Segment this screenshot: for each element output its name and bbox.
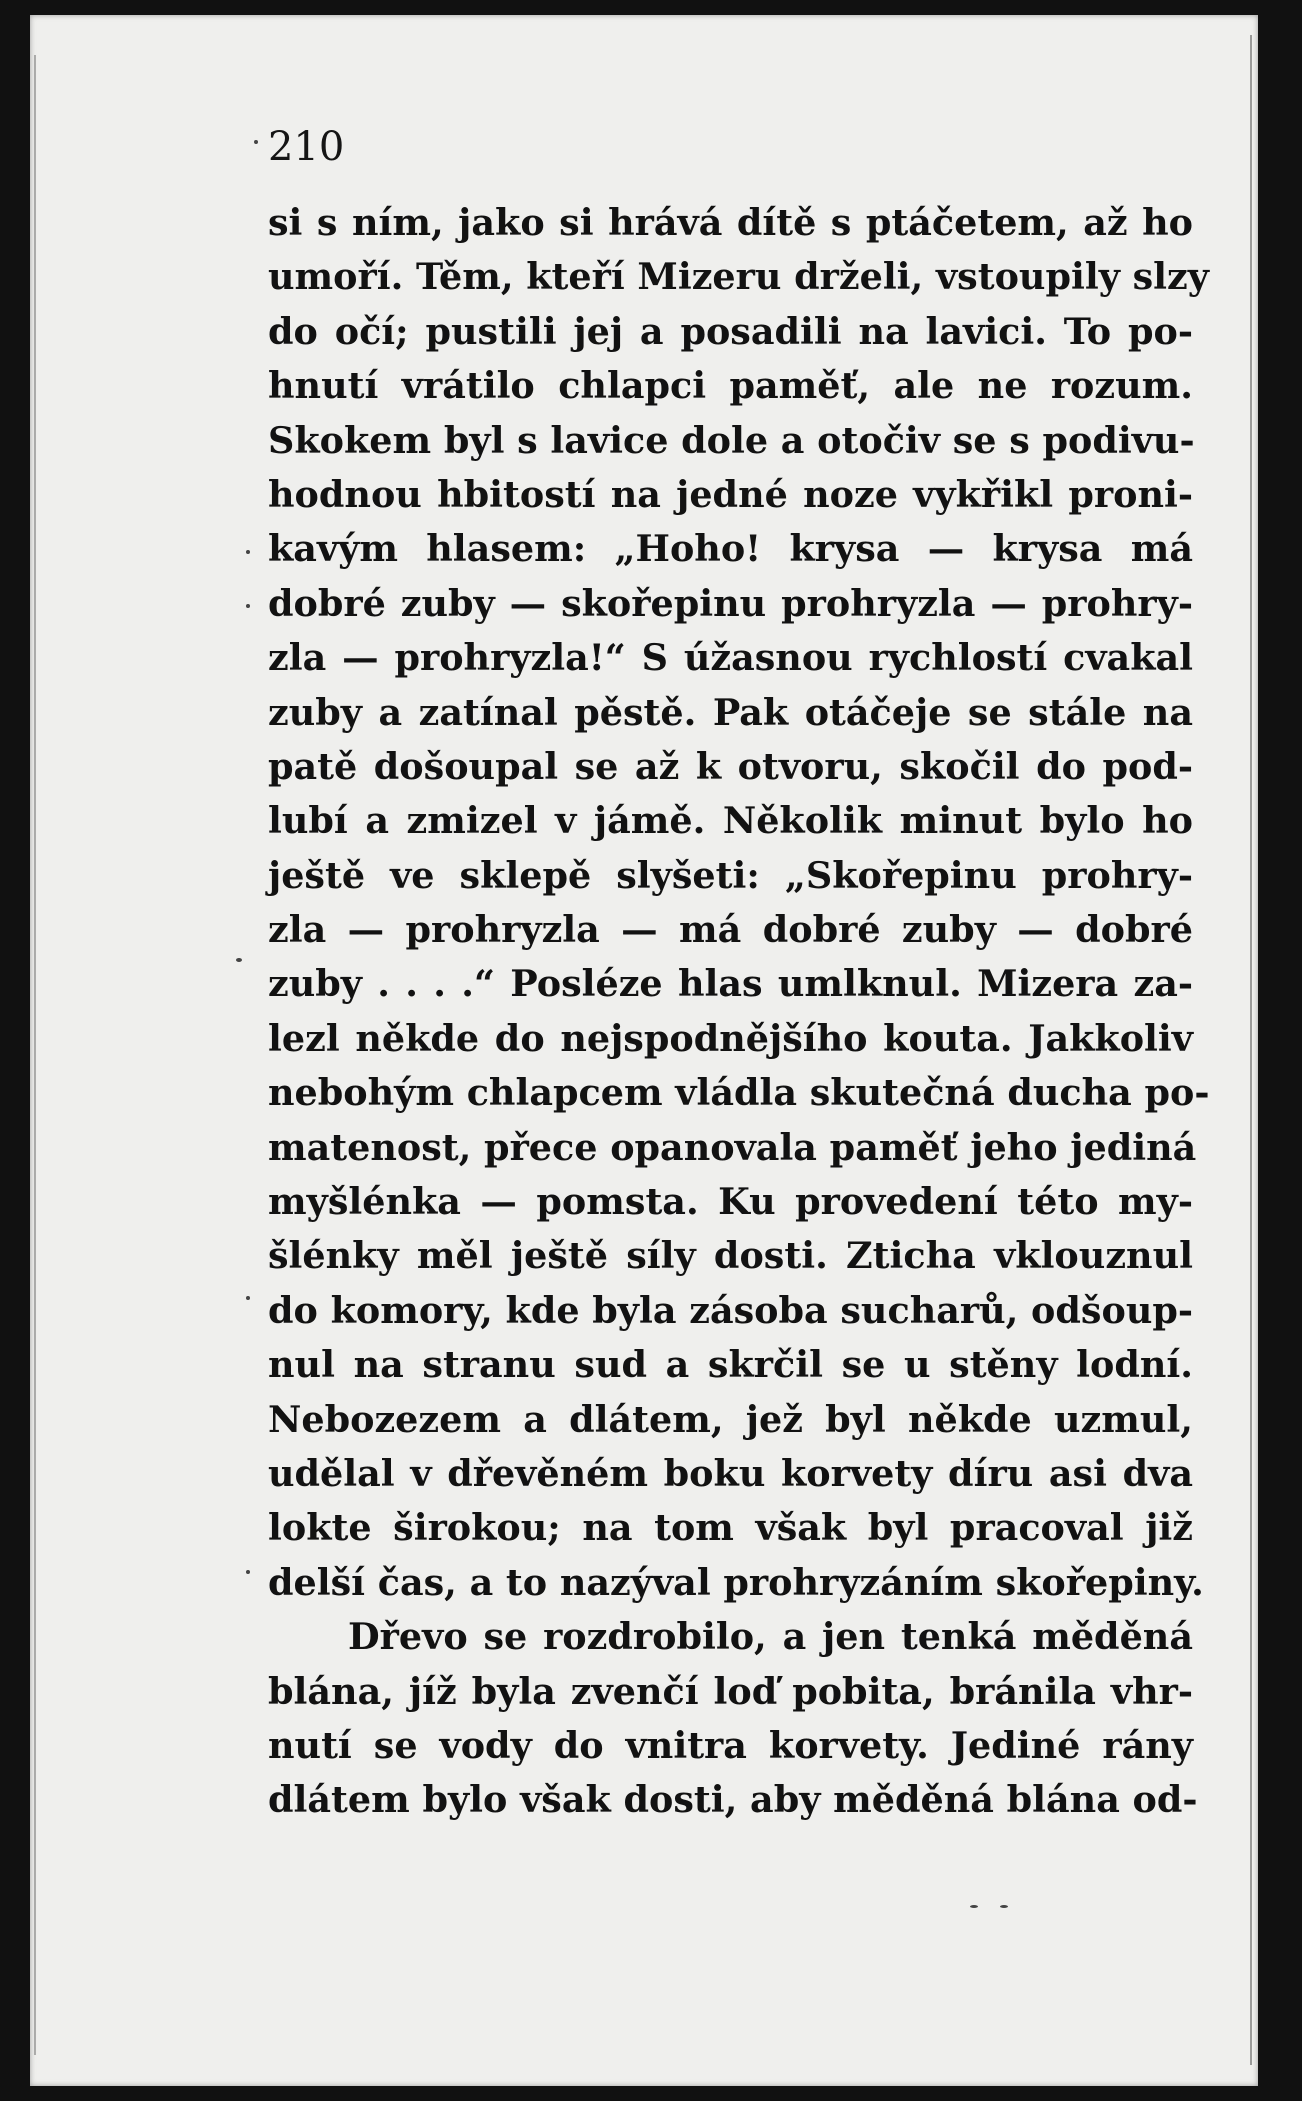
text-line: matenost, přece opanovala paměť jeho jediná: [268, 1125, 1197, 1169]
text-line: zuby a zatínal pěstě. Pak otáčeje se stále na: [268, 690, 1193, 734]
margin-speck: [246, 550, 250, 554]
text-line: šlénky měl ještě síly dosti. Zticha vklouznul: [268, 1234, 1193, 1278]
text-line: zla — prohryzla — má dobré zuby — dobré: [268, 908, 1193, 952]
text-line: hnutí vrátilo chlapci paměť, ale ne rozum.: [268, 364, 1193, 408]
right-page-edge: [1250, 35, 1252, 2065]
left-page-edge: [34, 55, 36, 2055]
margin-speck: [236, 958, 242, 962]
text-line: lokte širokou; na tom však byl pracoval již: [268, 1506, 1193, 1550]
text-line: zla — prohryzla!“ S úžasnou rychlostí cvakal: [268, 636, 1193, 680]
text-line: zuby . . . .“ Posléze hlas umlknul. Mizera za-: [268, 962, 1193, 1006]
margin-speck: [1000, 1905, 1008, 1908]
text-line: ještě ve sklepě slyšeti: „Skořepinu prohry-: [268, 853, 1193, 897]
page-number: 210: [268, 124, 345, 170]
text-line: umoří. Těm, kteří Mizeru drželi, vstoupily slzy: [268, 255, 1209, 299]
text-line: lubí a zmizel v jámě. Několik minut bylo ho: [268, 799, 1193, 843]
text-line: si s ním, jako si hrává dítě s ptáčetem, až ho: [268, 201, 1193, 244]
text-line: do komory, kde byla zásoba sucharů, odšoup-: [268, 1288, 1194, 1332]
paragraph: [268, 196, 1210, 1610]
text-line: dobré zuby — skořepinu prohryzla — prohry-: [268, 581, 1193, 625]
text-line: do očí; pustili jej a posadili na lavici. To po-: [268, 309, 1193, 353]
text-line: patě došoupal se až k otvoru, skočil do pod-: [268, 744, 1193, 788]
text-line: dlátem bylo však dosti, aby měděná blána od-: [268, 1778, 1198, 1822]
text-line: delší čas, a to nazýval prohryzáním skořepiny.: [268, 1560, 1204, 1604]
text-line: Dřevo se rozdrobilo, a jen tenká měděná: [348, 1615, 1193, 1659]
text-line: blána, jíž byla zvenčí loď pobita, bránila vhr-: [268, 1669, 1193, 1713]
text-line: lezl někde do nejspodnějšího kouta. Jakkoliv: [268, 1016, 1193, 1060]
text-line: nutí se vody do vnitra korvety. Jediné rány: [268, 1723, 1193, 1767]
paragraph: [268, 1610, 1198, 1828]
margin-speck: [970, 1905, 978, 1908]
margin-speck: [246, 1296, 250, 1300]
text-line: Skokem byl s lavice dole a otočiv se s podivu-: [268, 418, 1195, 462]
text-line: myšlénka — pomsta. Ku provedení této my-: [268, 1180, 1193, 1224]
text-line: udělal v dřevěném boku korvety díru asi dva: [268, 1451, 1193, 1495]
text-line: nebohým chlapcem vládla skutečná ducha po-: [268, 1071, 1210, 1115]
text-line: Nebozezem a dlátem, jež byl někde uzmul,: [268, 1397, 1193, 1441]
margin-speck: [246, 1570, 250, 1574]
text-line: hodnou hbitostí na jedné noze vykřikl proni-: [268, 472, 1193, 516]
margin-speck: [246, 604, 250, 608]
text-line: kavým hlasem: „Hoho! krysa — krysa má: [268, 527, 1193, 571]
margin-speck: [254, 140, 258, 144]
text-line: nul na stranu sud a skrčil se u stěny lodní.: [268, 1343, 1193, 1387]
body-text: [268, 196, 1210, 1828]
